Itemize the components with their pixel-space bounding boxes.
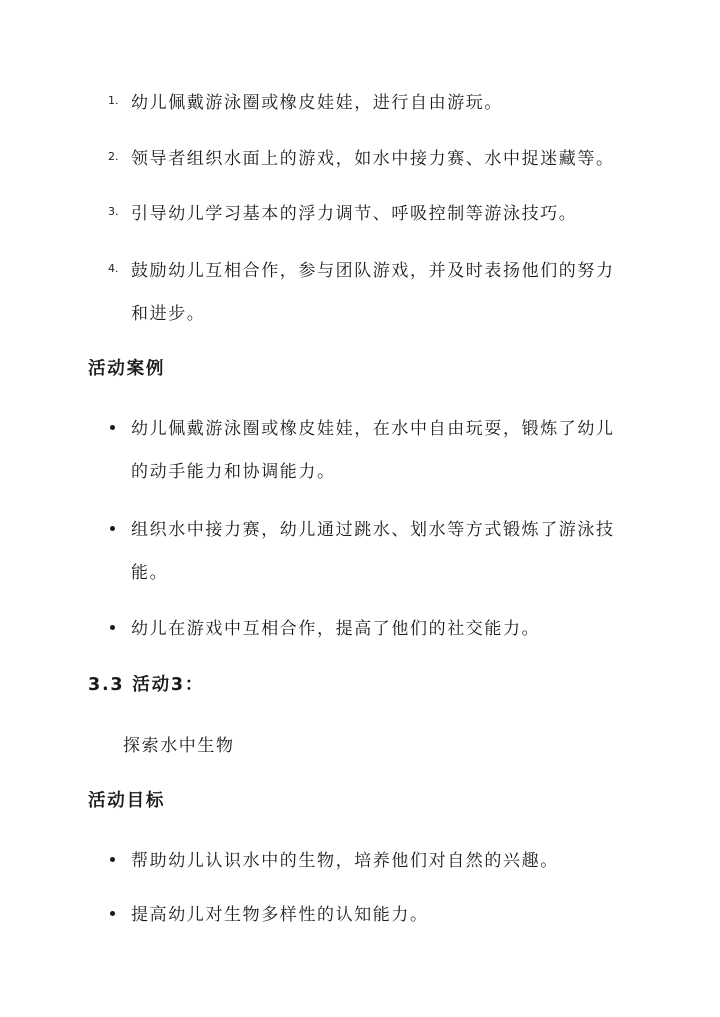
list-item-text: 引导幼儿学习基本的浮力调节、呼吸控制等游泳技巧。 (131, 204, 578, 224)
bullet-icon (110, 425, 115, 430)
list-number: 1. (108, 94, 119, 107)
bullet-icon (110, 526, 115, 531)
list-number: 3. (108, 205, 119, 218)
list-item-text: 领导者组织水面上的游戏，如水中接力赛、水中捉迷藏等。 (131, 149, 615, 169)
list-item-text: 幼儿佩戴游泳圈或橡皮娃娃，进行自由游玩。 (131, 93, 503, 113)
case-heading: 活动案例 (88, 359, 166, 379)
list-item-text: 幼儿佩戴游泳圈或橡皮娃娃，在水中自由玩耍，锻炼了幼儿 (131, 419, 615, 439)
list-item-text: 鼓励幼儿互相合作，参与团队游戏，并及时表扬他们的努力 (131, 261, 615, 281)
list-item-text-continued: 和进步。 (131, 304, 206, 324)
goal-heading: 活动目标 (88, 791, 166, 811)
bullet-icon (110, 625, 115, 630)
list-item-text: 幼儿在游戏中互相合作，提高了他们的社交能力。 (131, 619, 541, 639)
section-subtitle: 探索水中生物 (123, 736, 235, 756)
list-item-text-continued: 能。 (131, 563, 169, 583)
list-item-text: 组织水中接力赛，幼儿通过跳水、划水等方式锻炼了游泳技 (131, 520, 615, 540)
list-number: 4. (108, 262, 119, 275)
list-item-text: 帮助幼儿认识水中的生物，培养他们对自然的兴趣。 (131, 851, 559, 871)
bullet-icon (110, 911, 115, 916)
section-heading: 3.3 活动3： (88, 675, 205, 695)
bullet-icon (110, 857, 115, 862)
list-item-text: 提高幼儿对生物多样性的认知能力。 (131, 905, 429, 925)
list-number: 2. (108, 150, 119, 163)
list-item-text-continued: 的动手能力和协调能力。 (131, 462, 336, 482)
